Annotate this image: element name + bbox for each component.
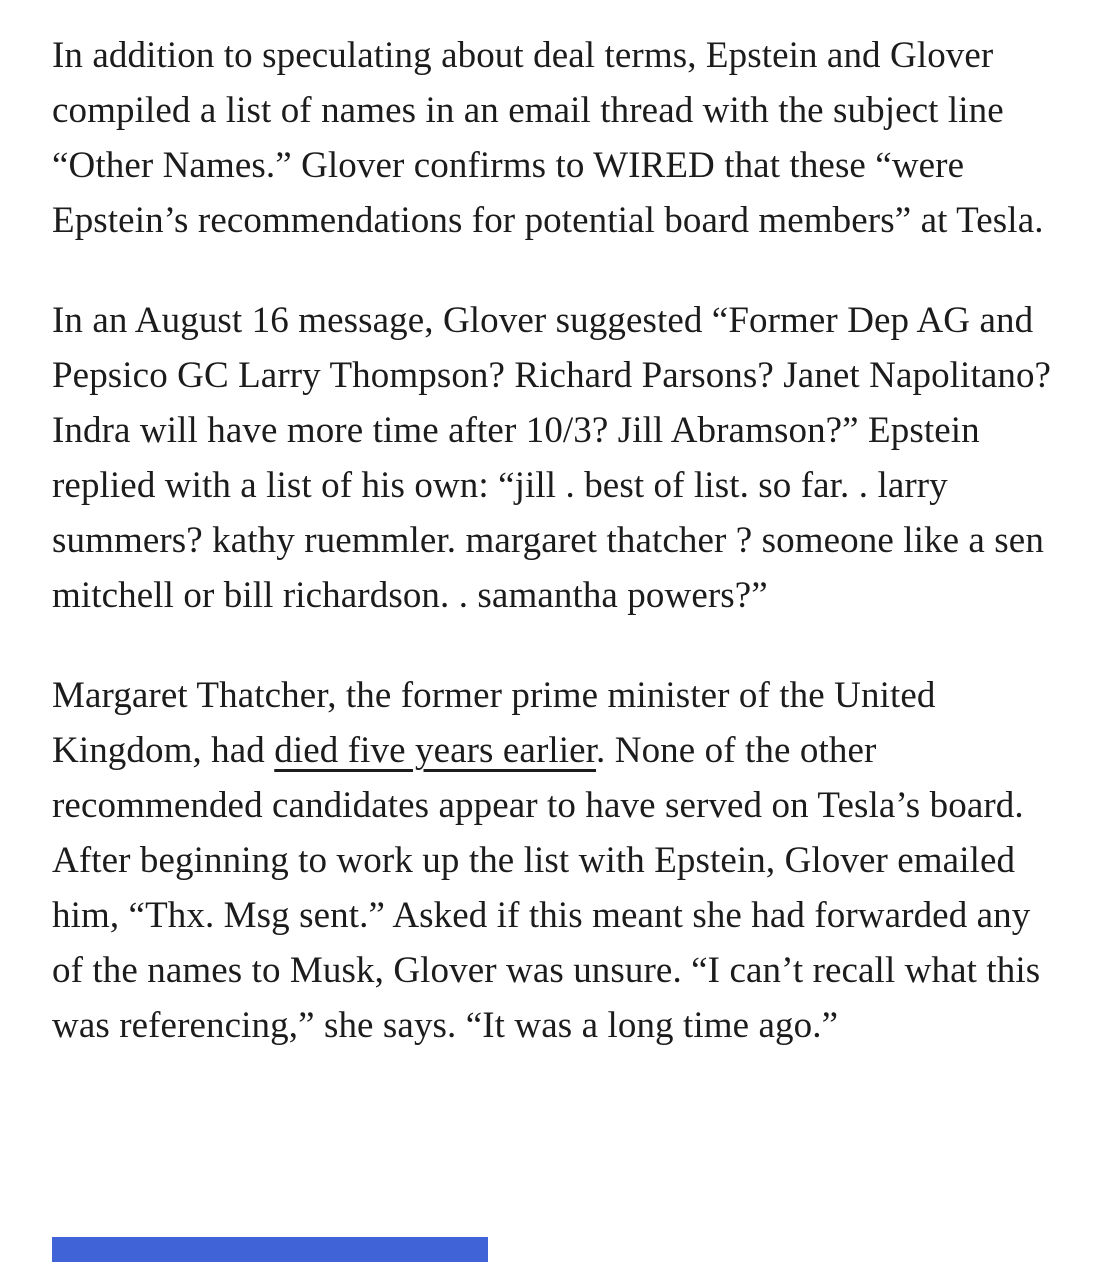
article-paragraph-3 [52, 668, 1067, 1053]
paragraph-3-text-before: Margaret Thatcher, the former prime minister of the United Kingdom, had [52, 675, 936, 771]
partial-blue-embed-top-edge [52, 1237, 488, 1262]
article-paragraph-2: In an August 16 message, Glover suggested “Former Dep AG and Pepsico GC Larry Thompson? Richard Parsons? Janet Napolitano? Indra will have more time after 10/3? Jill Abramson?” Epstein replied with a list of his own: “jill . best of list. so far. . larry summers? kathy ruemmler. margaret thatcher ? someone like a sen mitchell or bill richardson. . samantha powers?” [52, 300, 1052, 616]
paragraph-3-text-after: . None of the other recommended candidates appear to have served on Tesla’s board. After beginning to work up the list with Epstein, Glover emailed him, “Thx. Msg sent.” Asked if this meant she had forwarded any of the names to Musk, Glover was unsure. “I can’t recall what this was referencing,” she says. “It was a long time ago.” [52, 730, 1041, 1046]
article-paragraph-1: In addition to speculating about deal terms, Epstein and Glover compiled a list of names in an email thread with the subject line “Other Names.” Glover confirms to WIRED that these “were Epstein’s recommendations for potential board members” at Tesla. [52, 35, 1044, 241]
died-five-years-earlier-link[interactable]: died five years earlier [274, 730, 597, 771]
article-body [52, 28, 1067, 1098]
